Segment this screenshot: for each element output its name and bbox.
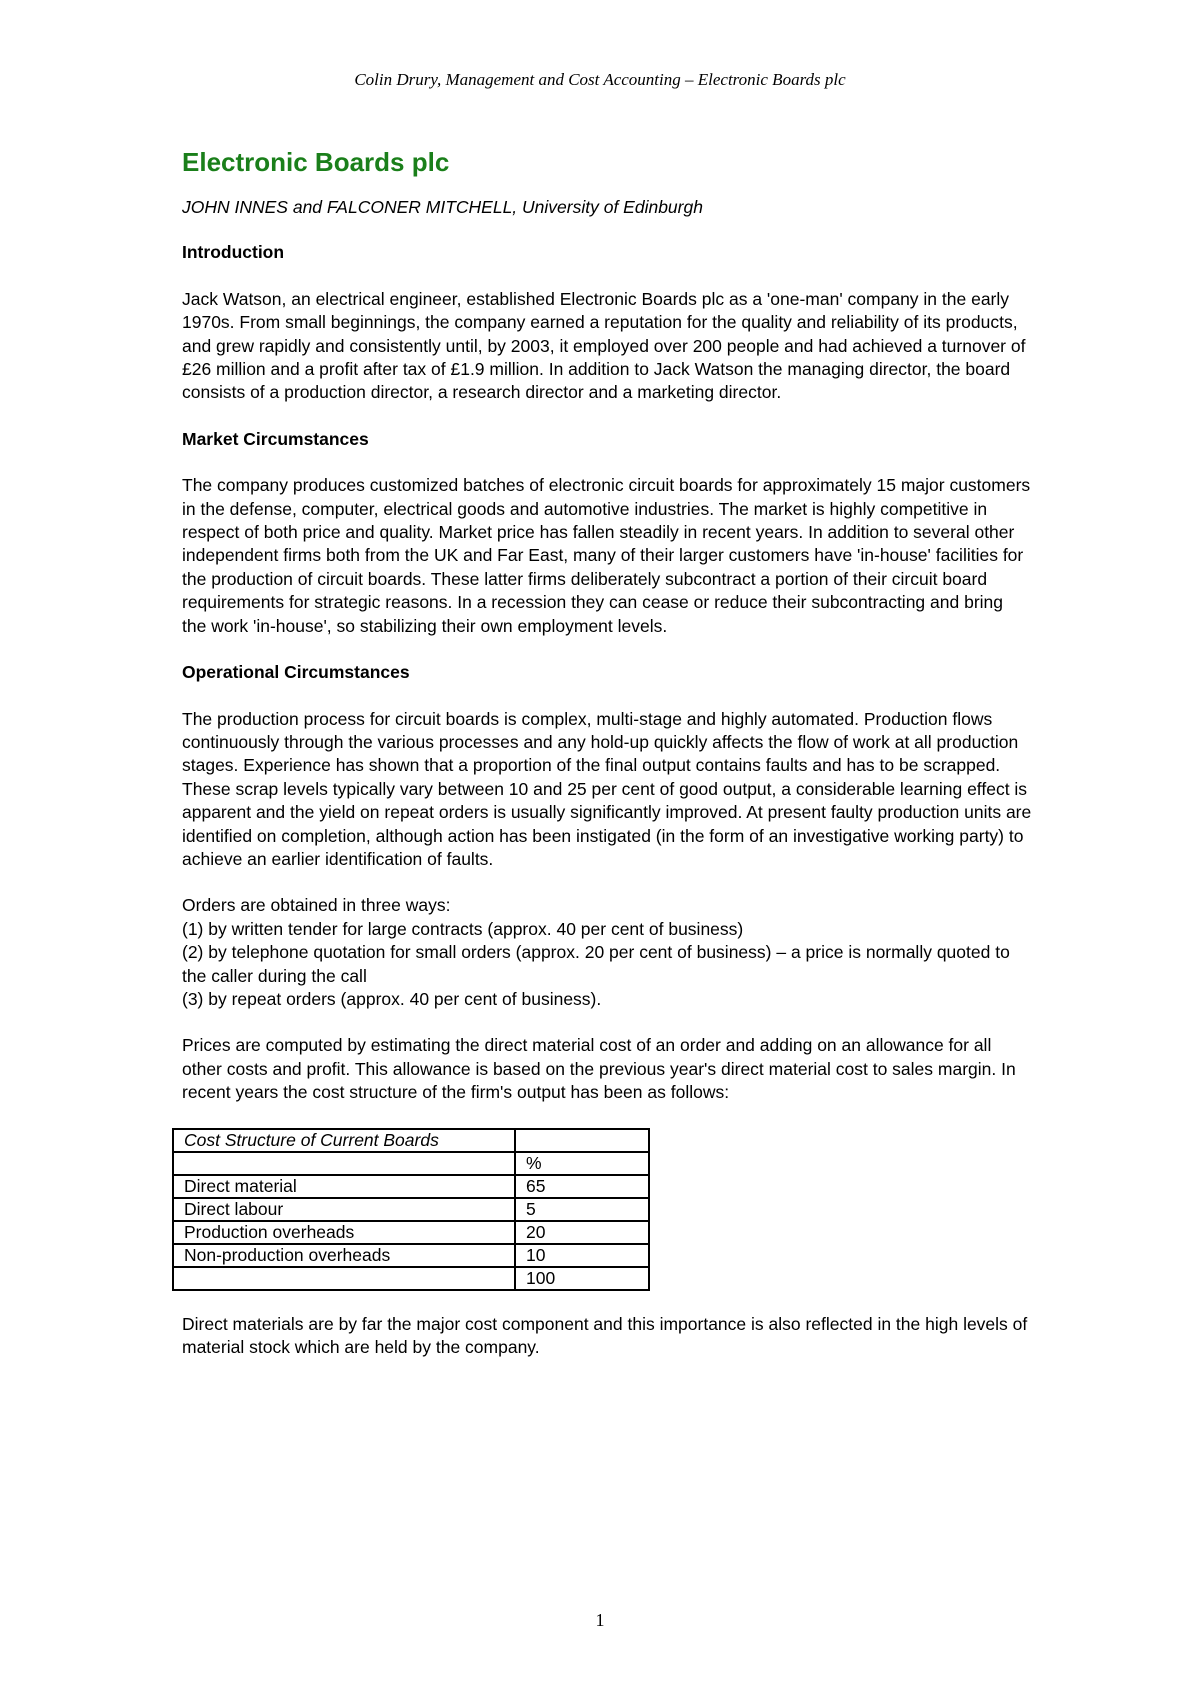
pricing-paragraph: Prices are computed by estimating the direct material cost of an order and adding on an allowance for all other costs and profit. This allowance is based on the previous year's direct material cost to sales margin. In recent years the cost structure of the firm's output has been as follows: — [182, 1035, 1016, 1103]
document-title: Electronic Boards plc — [182, 147, 450, 177]
market-heading: Market Circumstances — [182, 428, 369, 449]
cost-structure-table — [172, 1128, 650, 1291]
table-row — [173, 1152, 649, 1175]
table-cell — [173, 1267, 515, 1290]
table-cell: Production overheads — [173, 1221, 515, 1244]
table-cell — [173, 1152, 515, 1175]
introduction-paragraph: Jack Watson, an electrical engineer, established Electronic Boards plc as a 'one-man' company in the early 1970s. From small beginnings, the company earned a reputation for the quality and reliability of its products, and grew rapidly and consistently until, by 2003, it employed over 200 people and had achieved a turnover of £26 million and a profit after tax of £1.9 million. In addition to Jack Watson the managing director, the board consists of a production director, a research director and a marketing director. — [182, 288, 1026, 403]
document-body — [182, 146, 1032, 1382]
list-item: (2) by telephone quotation for small orders (approx. 20 per cent of business) – a price is normally quoted to the caller during the call — [182, 942, 1010, 986]
list-item: (3) by repeat orders (approx. 40 per cent of business). — [182, 988, 602, 1009]
table-cell: Non-production overheads — [173, 1244, 515, 1267]
operational-paragraph: The production process for circuit boards is complex, multi-stage and highly automated. Production flows continuously through the various processes and any hold-up quickly affects the flow of work at all production stages. Experience has shown that a proportion of the final output contains faults and has to be scrapped. These scrap levels typically vary between 10 and 25 per cent of good output, a considerable learning effect is apparent and the yield on repeat orders is usually significantly improved. At present faulty production units are identified on completion, although action has been instigated (in the form of an investigative working party) to achieve an earlier identification of faults. — [182, 708, 1032, 869]
page-number: 1 — [595, 1610, 605, 1630]
table-row — [173, 1198, 649, 1221]
authors-line: JOHN INNES and FALCONER MITCHELL, University of Edinburgh — [182, 197, 703, 217]
table-cell: 5 — [515, 1198, 649, 1221]
table-header-cell: Cost Structure of Current Boards — [173, 1129, 515, 1152]
introduction-heading: Introduction — [182, 242, 285, 263]
table-row — [173, 1244, 649, 1267]
table-total-cell: 100 — [515, 1267, 649, 1290]
table-unit-cell: % — [515, 1152, 649, 1175]
running-header: Colin Drury, Management and Cost Accounting – Electronic Boards plc — [354, 70, 846, 89]
orders-list — [182, 894, 1032, 1011]
operational-heading: Operational Circumstances — [182, 662, 410, 683]
table-row — [173, 1175, 649, 1198]
table-row — [173, 1221, 649, 1244]
table-cell — [515, 1129, 649, 1152]
table-cell: 65 — [515, 1175, 649, 1198]
table-row — [173, 1267, 649, 1290]
table-cell: 20 — [515, 1221, 649, 1244]
closing-paragraph: Direct materials are by far the major cost component and this importance is also reflected in the high levels of material stock which are held by the company. — [182, 1313, 1028, 1357]
table-cell: 10 — [515, 1244, 649, 1267]
table-cell: Direct material — [173, 1175, 515, 1198]
market-paragraph: The company produces customized batches of electronic circuit boards for approximately 15 major customers in the defense, computer, electrical goods and automotive industries. The market is highly competitive in respect of both price and quality. Market price has fallen steadily in recent years. In addition to several other independent firms both from the UK and Far East, many of their larger customers have 'in-house' facilities for the production of circuit boards. These latter firms deliberately subcontract a portion of their circuit board requirements for strategic reasons. In a recession they can cease or reduce their subcontracting and bring the work 'in-house', so stabilizing their own employment levels. — [182, 475, 1031, 636]
orders-intro: Orders are obtained in three ways: — [182, 895, 451, 916]
list-item: (1) by written tender for large contracts (approx. 40 per cent of business) — [182, 918, 744, 939]
table-row — [173, 1129, 649, 1152]
table-cell: Direct labour — [173, 1198, 515, 1221]
